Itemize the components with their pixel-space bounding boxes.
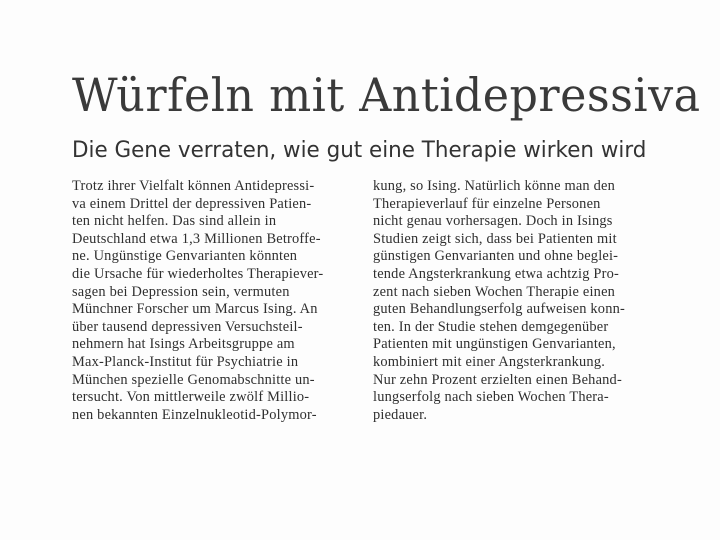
article-column-left xyxy=(72,178,357,424)
text-line: sagen bei Depression sein, vermuten xyxy=(72,283,290,300)
text-line: Patienten mit ungünstigen Genvarianten, xyxy=(373,336,616,353)
text-line: ne. Ungünstige Genvarianten könnten xyxy=(72,248,298,265)
text-line: über tausend depressiven Versuchsteil- xyxy=(72,318,303,335)
text-line: kung, so Ising. Natürlich könne man den xyxy=(373,178,616,194)
text-line: Max-Planck-Institut für Psychiatrie in xyxy=(72,353,299,370)
text-line: München spezielle Genomabschnitte un- xyxy=(72,371,315,388)
text-line: Nur zehn Prozent erzielten einen Behand- xyxy=(373,371,622,388)
text-line: Münchner Forscher um Marcus Ising. An xyxy=(72,301,318,318)
article-column-right xyxy=(373,178,663,424)
text-line: piedauer. xyxy=(373,406,428,423)
article-headline: Würfeln mit Antidepressiva xyxy=(72,68,701,122)
text-line: nicht genau vorhersagen. Doch in Isings xyxy=(373,213,613,230)
article-subheadline: Die Gene verraten, wie gut eine Therapie wirken wird xyxy=(72,138,647,163)
text-line: Therapieverlauf für einzelne Personen xyxy=(373,195,601,212)
text-line: guten Behandlungserfolg aufweisen konn- xyxy=(373,301,625,318)
text-line: günstigen Genvarianten und ohne beglei- xyxy=(373,248,619,265)
text-line: tersucht. Von mittlerweile zwölf Millio- xyxy=(72,389,310,406)
text-line: ten. In der Studie stehen demgegenüber xyxy=(373,318,609,335)
text-line: Studien zeigt sich, dass bei Patienten mit xyxy=(373,230,617,247)
text-line: Deutschland etwa 1,3 Millionen Betroffe- xyxy=(72,230,321,247)
text-line: die Ursache für wiederholtes Therapiever- xyxy=(72,265,324,282)
text-line: ten nicht helfen. Das sind allein in xyxy=(72,213,277,230)
text-line: lungserfolg nach sieben Wochen Thera- xyxy=(373,389,609,406)
text-line: tende Angsterkrankung etwa achtzig Pro- xyxy=(373,265,619,282)
text-line: va einem Drittel der depressiven Patien- xyxy=(72,195,312,212)
text-line: nen bekannten Einzelnukleotid-Polymor- xyxy=(72,406,317,423)
text-line: zent nach sieben Wochen Therapie einen xyxy=(373,283,616,300)
text-line: nehmern hat Isings Arbeitsgruppe am xyxy=(72,336,295,353)
text-line: Trotz ihrer Vielfalt können Antidepressi- xyxy=(72,178,315,194)
text-line: kombiniert mit einer Angsterkrankung. xyxy=(373,353,606,370)
